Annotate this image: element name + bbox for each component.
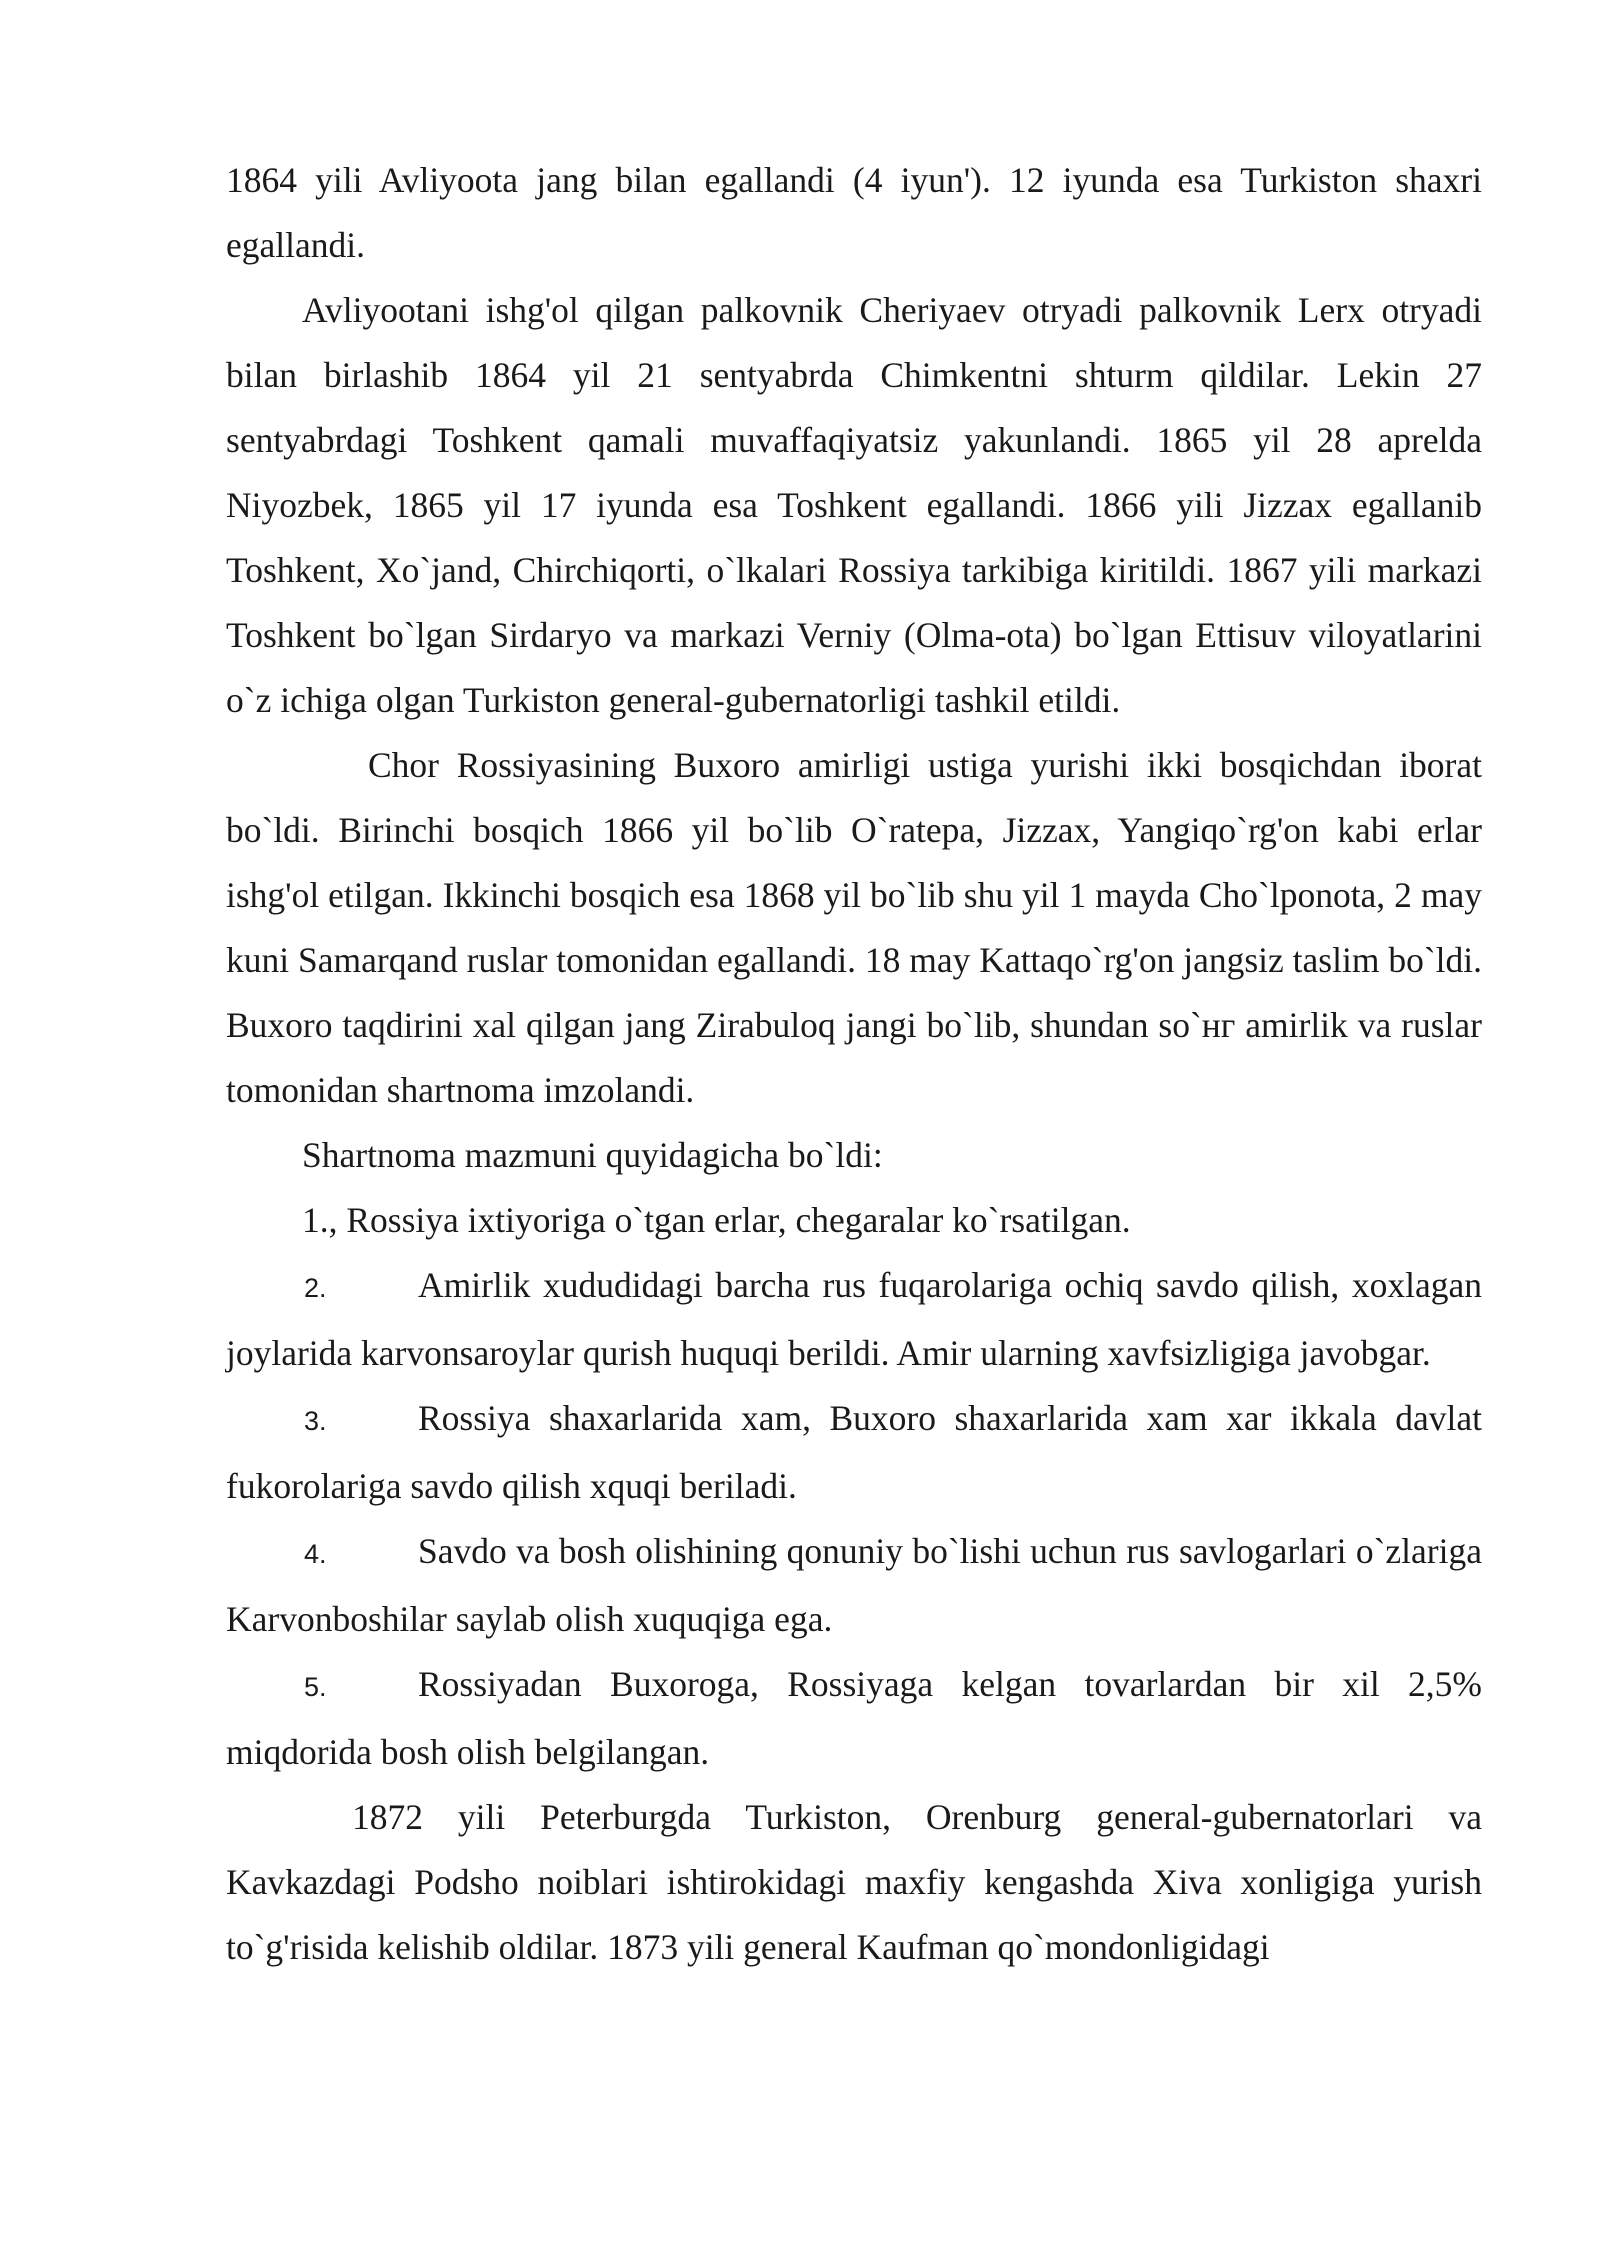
list-text: Rossiyadan Buxoroga, Rossiyaga kelgan tovarlardan bir xil 2,5% miqdorida bosh olish belgilangan. bbox=[226, 1664, 1482, 1772]
list-item-1: 1., Rossiya ixtiyoriga o`tgan erlar, chegaralar ko`rsatilgan. bbox=[302, 1200, 1131, 1240]
paragraph-3: Chor Rossiyasining Buxoro amirligi ustiga yurishi ikki bosqichdan iborat bo`ldi. Birinchi bosqich 1866 yil bo`lib O`ratepa, Jizzax, Yangiqo`rg'on kabi erlar ishg'ol etilgan. Ikkinchi bosqich esa 1868 yil bo`lib shu yil 1 mayda Cho`lponota, 2 may kuni Samarqand ruslar tomonidan egallandi. 18 may Kattaqo`rg'on jangsiz taslim bo`ldi. Buxoro taqdirini xal qilgan jang Zirabuloq jangi bo`lib, shundan so`нг amirlik va ruslar tomonidan shartnoma imzolandi. bbox=[226, 745, 1482, 1110]
paragraph-1: 1864 yili Avliyoota jang bilan egallandi (4 iyun'). 12 iyunda esa Turkiston shaxri egallandi. bbox=[226, 160, 1482, 265]
paragraph-closing: 1872 yili Peterburgda Turkiston, Orenburg general-gubernatorlari va Kavkazdagi Podsho noiblari ishtirokidagi maxfiy kengashda Xiva xonligiga yurish to`g'risida kelishib oldilar. 1873 yili general Kaufman qo`mondonligidagi bbox=[226, 1797, 1482, 1967]
paragraph-2: Avliyootani ishg'ol qilgan palkovnik Cheriyaev otryadi palkovnik Lerx otryadi bilan birlashib 1864 yil 21 sentyabrda Chimkentni shturm qildilar. Lekin 27 sentyabrdagi Toshkent qamali muvaffaqiyatsiz yakunlandi. 1865 yil 28 aprelda Niyozbek, 1865 yil 17 iyunda esa Toshkent egallandi. 1866 yili Jizzax egallanib Toshkent, Xo`jand, Chirchiqorti, o`lkalari Rossiya tarkibiga kiritildi. 1867 yili markazi Toshkent bo`lgan Sirdaryo va markazi Verniy (Olma-ota) bo`lgan Ettisuv viloyatlarini o`z ichiga olgan Turkiston general-gubernatorligi tashkil etildi. bbox=[226, 290, 1482, 720]
list-number: 5. bbox=[304, 1672, 327, 1702]
list-number: 2. bbox=[304, 1273, 327, 1303]
list-text: Rossiya shaxarlarida xam, Buxoro shaxarlarida xam xar ikkala davlat fukorolariga savdo qilish xquqi beriladi. bbox=[226, 1398, 1482, 1506]
list-text: Amirlik xududidagi barcha rus fuqarolariga ochiq savdo qilish, xoxlagan joylarida karvonsaroylar qurish huquqi berildi. Amir ularning xavfsizligiga javobgar. bbox=[226, 1265, 1482, 1373]
list-item-3 bbox=[226, 1386, 1482, 1519]
list-number: 4. bbox=[304, 1539, 327, 1569]
list-number: 3. bbox=[304, 1406, 327, 1436]
list-item-5 bbox=[226, 1652, 1482, 1785]
document-page bbox=[226, 148, 1482, 1980]
list-text: Savdo va bosh olishining qonuniy bo`lishi uchun rus savlogarlari o`zlariga Karvonboshilar saylab olish xuquqiga ega. bbox=[226, 1531, 1482, 1639]
list-item-4 bbox=[226, 1519, 1482, 1652]
list-item-2 bbox=[226, 1253, 1482, 1386]
paragraph-4: Shartnoma mazmuni quyidagicha bo`ldi: bbox=[302, 1135, 883, 1175]
